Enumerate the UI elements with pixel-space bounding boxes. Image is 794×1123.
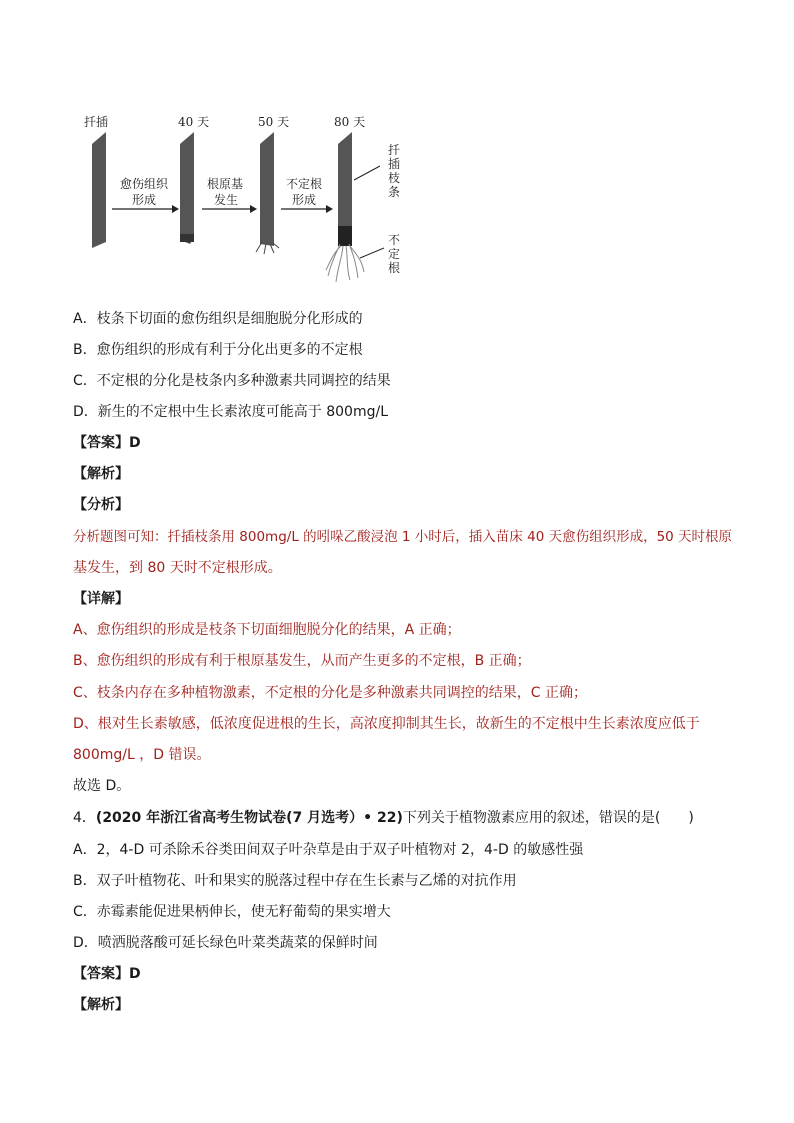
arrow-label-2-line1: 不定根 xyxy=(286,177,323,191)
stage-label-2: 50 天 xyxy=(258,115,290,129)
arrow-label-0-line1: 愈伤组织 xyxy=(120,177,169,191)
stage-label-0: 扦插 xyxy=(84,115,109,129)
q3-detail-d1: D、根对生长素敏感，低浓度促进根的生长，高浓度抑制其生长，故新生的不定根中生长素浓度应低于 xyxy=(73,716,700,732)
side-label-top-3: 条 xyxy=(388,185,401,199)
side-label-bottom-1: 定 xyxy=(388,247,401,261)
arrow-label-2-line2: 形成 xyxy=(292,193,317,207)
q3-option-c: C．不定根的分化是枝条内多种激素共同调控的结果 xyxy=(73,373,391,389)
cutting-stem-0 xyxy=(92,132,106,248)
q3-answer: 【答案】D xyxy=(73,435,141,451)
cutting-stem-3 xyxy=(338,132,352,228)
cutting-rooting-diagram xyxy=(80,110,420,290)
arrow-label-1-line1: 根原基 xyxy=(207,177,244,191)
q3-option-b: B．愈伤组织的形成有利于分化出更多的不定根 xyxy=(73,342,363,358)
stem-base-3 xyxy=(338,226,352,246)
cutting-stem-2 xyxy=(260,132,274,246)
pointer-line-top xyxy=(354,166,380,180)
arrowhead-2 xyxy=(326,205,333,213)
cutting-stem-1 xyxy=(180,132,194,244)
q3-fenxi-line2: 基发生，到 80 天时不定根形成。 xyxy=(73,560,282,576)
stage-label-3: 80 天 xyxy=(334,115,366,129)
q4-option-a: A．2，4-D 可杀除禾谷类田间双子叶杂草是由于双子叶植物对 2，4-D 的敏感性强 xyxy=(73,842,584,858)
q4-answer: 【答案】D xyxy=(73,966,141,982)
q4-stem xyxy=(73,809,694,827)
q3-option-d: D．新生的不定根中生长素浓度可能高于 800mg/L xyxy=(73,404,388,420)
q3-option-a: A．枝条下切面的愈伤组织是细胞脱分化形成的 xyxy=(73,311,363,327)
q4-number: 4． xyxy=(73,810,96,826)
q3-detail-b: B、愈伤组织的形成有利于根原基发生，从而产生更多的不定根，B 正确； xyxy=(73,653,531,669)
callus-1 xyxy=(180,234,194,242)
side-label-bottom-2: 根 xyxy=(388,261,401,275)
side-label-top-0: 扦 xyxy=(388,143,401,157)
arrow-label-0-line2: 形成 xyxy=(132,193,157,207)
q3-conclusion: 故选 D。 xyxy=(73,778,131,794)
arrow-label-1-line2: 发生 xyxy=(214,193,239,207)
q3-detail-heading: 【详解】 xyxy=(73,591,129,607)
q3-analysis-heading: 【解析】 xyxy=(73,466,129,482)
q4-source: (2020 年浙江省高考生物试卷(7 月选考）• 22) xyxy=(95,810,403,826)
arrowhead-1 xyxy=(250,205,257,213)
q4-analysis-heading: 【解析】 xyxy=(73,997,129,1013)
q4-stem-text: 下列关于植物激素应用的叙述，错误的是( ) xyxy=(402,810,694,826)
stage-label-1: 40 天 xyxy=(178,115,210,129)
adventitious-roots xyxy=(326,244,364,282)
side-label-bottom-0: 不 xyxy=(388,233,401,247)
q3-fenxi-line1: 分析题图可知：扦插枝条用 800mg/L 的吲哚乙酸浸泡 1 小时后，插入苗床 40 天愈伤组织形成，50 天时根原 xyxy=(73,529,733,545)
side-label-top-2: 枝 xyxy=(388,171,401,185)
q4-option-b: B．双子叶植物花、叶和果实的脱落过程中存在生长素与乙烯的对抗作用 xyxy=(73,873,517,889)
arrowhead-0 xyxy=(172,205,179,213)
q4-option-d: D．喷洒脱落酸可延长绿色叶菜类蔬菜的保鲜时间 xyxy=(73,935,378,951)
q4-option-c: C．赤霉素能促进果柄伸长，使无籽葡萄的果实增大 xyxy=(73,904,391,920)
side-label-top-1: 插 xyxy=(388,157,401,171)
q3-detail-c: C、枝条内存在多种植物激素，不定根的分化是多种激素共同调控的结果，C 正确； xyxy=(73,685,587,701)
q3-fenxi-heading: 【分析】 xyxy=(73,497,129,513)
q3-detail-a: A、愈伤组织的形成是枝条下切面细胞脱分化的结果，A 正确； xyxy=(73,622,461,638)
pointer-line-bottom xyxy=(360,248,384,258)
q3-detail-d2: 800mg/L ，D 错误。 xyxy=(73,747,211,763)
